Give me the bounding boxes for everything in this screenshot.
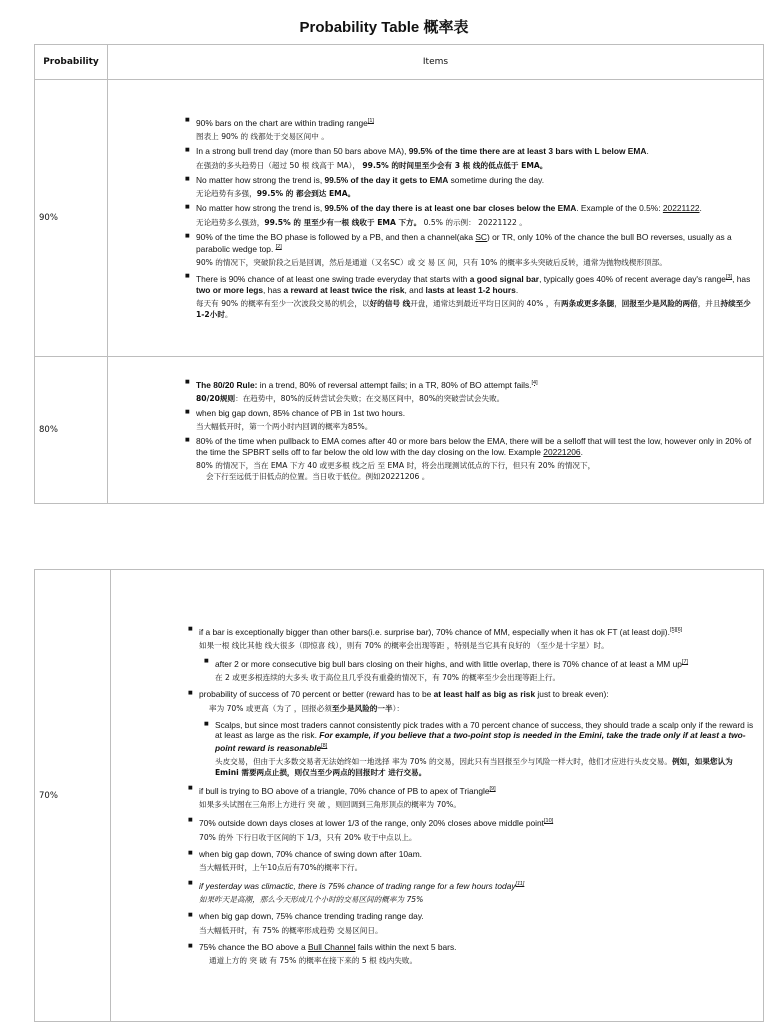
list-item: ■ 75% chance the BO above a Bull Channel fails within the next 5 bars. 通道上方的 突 破 有 75% 的概率在接下来的 5 根 线内失败。 [111, 942, 757, 967]
prob-90: 90% [35, 80, 108, 357]
items-70 [111, 570, 764, 1022]
list-item: ■ when big gap down, 75% chance trending trading range day. 当大幅低开时，有 75% 的概率形成趋势 交易区间日。 [111, 911, 757, 936]
footnote-link[interactable]: [7] [681, 658, 689, 665]
footnote-link[interactable]: [9] [489, 786, 496, 792]
list-item: ■ after 2 or more consecutive big bull bars closing on their highs, and with little overlap, there is 70% chance of at least a MM up[7] 在 2 或更多根连续的大多头 收于高位且几乎没有重叠的情况下，有 70% 的概率至少会出现等距上行。 [111, 657, 757, 683]
list-item: ■ The 80/20 Rule: in a trend, 80% of reversal attempt fails; in a TR, 80% of BO attempt fails.[4] 80/20规则：在趋势中，80%的反转尝试会失败；在交易区间中，80%的突破尝试会失败。 [108, 378, 757, 404]
probability-table-bottom [34, 569, 764, 1022]
footnote-link[interactable]: [5][6] [669, 626, 683, 633]
footnote-link[interactable]: [4] [531, 379, 538, 386]
header-probability: Probability [35, 45, 108, 80]
header-items: Items [108, 45, 764, 80]
list-item: ■ There is 90% chance of at least one swing trade everyday that starts with a good signal bar, typically goes 40% of recent average day's range[3], has two or more legs, has a reward at least twice the risk, and lasts at least 1-2 hours. 每天有 90% 的概率有至少一次波段交易的机会，以好的信号 线开盘，通常达到最近平均日区间的 40% ，有两条或更多条腿，回报至少是风险的两倍，并且持续至少1-2小时。 [108, 272, 757, 320]
footnote-link[interactable]: [10] [543, 818, 554, 825]
list-item: ■ 80% of the time when pullback to EMA comes after 40 or more bars below the EMA, there will be a selloff that will test the low, however only in 20% of the time the SPBRT sells off to far below the old low with the day closing on the low. Example 20221206. 80% 的情况下，当在 EMA 下方 40 或更多根 线之后 至 EMA 时，将会出现测试低点的下行，但只有 20% 的情况下， 会下行至远低于旧低点的位置。当日收于低位。例如20221206 。 [108, 436, 757, 482]
list-item: ■ 90% bars on the chart are within trading range[1] 图表上 90% 的 线都处于交易区间中 。 [108, 116, 757, 142]
footnote-link[interactable]: [2] [275, 244, 282, 251]
list-item: ■ 90% of the time the BO phase is followed by a PB, and then a channel(aka SC) or TR, only 10% of the chance the bull BO reverses, usually as a parabolic wedge top. [2] 90% 的情况下，突破阶段之后是回调，然后是通道（又名SC）或 交 易 区 间，只有 10% 的概率多头突破后反转，通常为抛物线楔形顶部。 [108, 232, 757, 269]
footnote-link[interactable]: [8] [321, 742, 328, 749]
probability-table-top [34, 44, 764, 504]
list-item: ■ Scalps, but since most traders cannot consistently pick trades with a 70 percent chance of success, they should trade a scalp only if the reward is at least as large as the risk. For example, if you believe that a two-point stop is needed in the Emini, take the trade only if at least a two-point reward is reasonable[8] 头皮交易，但由于大多数交易者无法始终如一地选择 率为 70% 的交易，因此只有当回报至少与风险一样大时，他们才应进行头皮交易。例如，如果您认为 Emini 需要两点止损，则仅当至少两点的回报时才 进行交易。 [111, 720, 757, 778]
footnote-link[interactable]: [3] [725, 274, 733, 281]
list-item: ■ if a bar is exceptionally bigger than other bars(i.e. surprise bar), 70% chance of MM, especially when it has ok FT (at least doji).[5][6] 如果一根 线比其他 线大很多（即惊喜 线），则有 70% 的概率会出现等距 ，特别是当它具有良好的 （至少是十字星）时。 [111, 625, 757, 651]
list-item: ■ if bull is trying to BO above of a triangle, 70% chance of PB to apex of Triangle[9] 如果多头试图在三角形上方进行 突 破 ，则回调到三角形顶点的概率为 70%。 [111, 784, 757, 810]
bull-channel-link[interactable]: Bull Channel [307, 941, 356, 952]
list-item: ■ No matter how strong the trend is, 99.5% of the day there is at least one bar closes below the EMA. Example of the 0.5%: 20221122. 无论趋势多么强劲，99.5% 的 里至少有一根 线收于 EMA 下方。 0.5% 的示例： 20221122 。 [108, 203, 757, 228]
list-item: ■ if yesterday was climactic, there is 75% chance of trading range for a few hours today[11] 如果昨天是高潮，那么今天形成几个小时的交易区间的概率为 75% [111, 879, 757, 905]
page-title: Probability Table 概率表 [299, 19, 469, 36]
footnote-link[interactable]: [11] [515, 881, 525, 888]
list-item: ■ In a strong bull trend day (more than 50 bars above MA), 99.5% of the time there are at least 3 bars with L below EMA. 在强劲的多头趋势日（超过 50 根 线高于 MA）， 99.5% 的时间里至少会有 3 根 线的低点低于 EMA。 [108, 146, 757, 171]
prob-70: 70% [35, 570, 111, 1022]
example-link[interactable]: 20221206 [543, 446, 581, 457]
items-90 [108, 80, 764, 357]
prob-80: 80% [35, 357, 108, 504]
list-item: ■ 70% outside down days closes at lower 1/3 of the range, only 20% closes above middle point[10] 70% 的外 下行日收于区间的下 1/3，只有 20% 收于中点以上。 [111, 816, 757, 842]
footnote-link[interactable]: [1] [367, 117, 374, 124]
sc-link[interactable]: SC [475, 231, 487, 242]
items-80 [108, 357, 764, 504]
list-item: ■ probability of success of 70 percent or better (reward has to be at least half as big as risk just to break even): 率为 70% 或更高（为了 ，回报必须至少是风险的一半）： [111, 689, 757, 714]
list-item: ■ No matter how strong the trend is, 99.5% of the day it gets to EMA sometime during the day. 无论趋势有多强，99.5% 的 都会到达 EMA。 [108, 175, 757, 200]
list-item: ■ when big gap down, 85% chance of PB in 1st two hours. 当大幅低开时，第一个两小时内回调的概率为85%。 [108, 408, 757, 433]
list-item: ■ when big gap down, 70% chance of swing down after 10am. 当大幅低开时，上午10点后有70%的概率下行。 [111, 849, 757, 874]
example-link[interactable]: 20221122 [662, 203, 700, 214]
